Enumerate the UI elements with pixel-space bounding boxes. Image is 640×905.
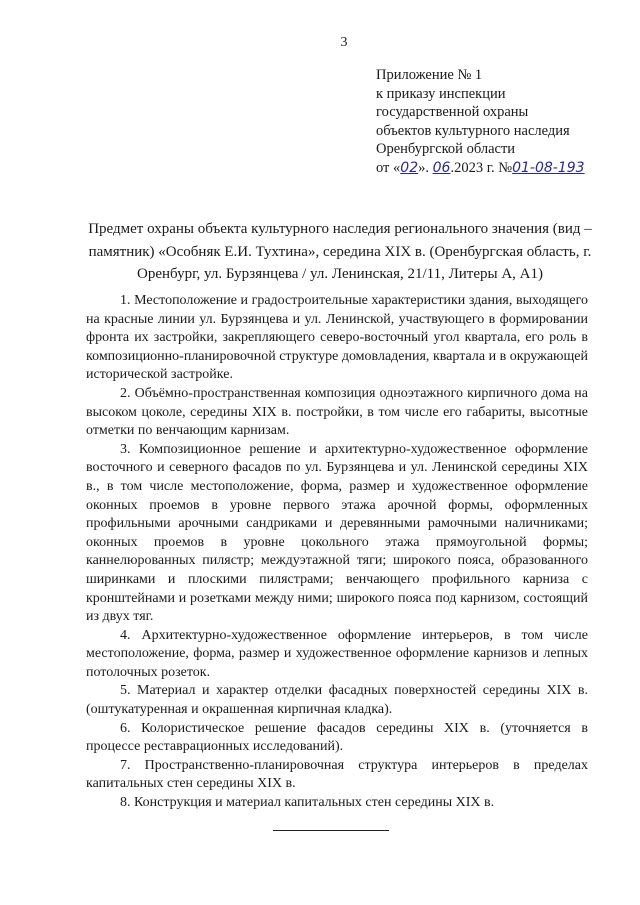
date-mid: ».	[418, 159, 433, 176]
appendix-line: Оренбургской области	[376, 141, 516, 157]
list-item: 2. Объёмно-пространственная композиция одноэтажного кирпичного дома на высоком цоколе, середины XIX в. постройки, в том числе его габариты, высотные отметки по венчающим карнизам.	[86, 385, 588, 439]
handwritten-month: 06	[432, 159, 451, 176]
date-suffix: .2023 г. №	[450, 159, 513, 176]
list-item: 4. Архитектурно-художественное оформление интерьеров, в том числе местоположение, форма, размер и художественное оформление карнизов и лепных потолочных розеток.	[86, 627, 588, 680]
date-prefix: от «	[376, 159, 401, 176]
appendix-header	[376, 66, 585, 177]
end-divider	[273, 830, 389, 831]
list-item: 1. Местоположение и градостроительные характеристики здания, выходящего на красные линии ул. Бурзянцева и ул. Ленинской, участвующего в формировании фронта их застройки, закрепляющего северо-восточный угол квартала, его роль в композиционно-планировочной структуре домовладения, квартала и в окружающей исторической застройке.	[86, 293, 588, 383]
handwritten-order-number: 01-08-193	[512, 159, 585, 176]
list-item: 8. Конструкция и материал капитальных стен середины XIX в.	[120, 795, 495, 811]
page-number: 3	[340, 35, 348, 50]
appendix-line: к приказу инспекции	[376, 85, 506, 102]
handwritten-day: 02	[400, 159, 419, 176]
protection-subject-list	[86, 292, 588, 813]
list-item: 6. Колористическое решение фасадов середины XIX в. (уточняется в процессе реставрационных исследований).	[86, 720, 588, 755]
document-title: Предмет охраны объекта культурного наследия регионального значения (вид – памятник) «Особняк Е.И. Тухтина», середина XIX в. (Оренбургская область, г. Оренбург, ул. Бурзянцева / ул. Ленинская, 21/11, Литеры А, А1)	[88, 221, 592, 282]
list-item: 5. Материал и характер отделки фасадных поверхностей середины XIX в. (оштукатуренная и окрашенная кирпичная кладка).	[86, 683, 588, 718]
list-item: 3. Композиционное решение и архитектурно-художественное оформление восточного и северного фасадов по ул. Бурзянцева и ул. Ленинской середины XIX в., в том числе местоположение, форма, размер и художественное оформление оконных проемов в уровне первого этажа арочной формы, оформленных профильными арочными сандриками и деревянными рамочными наличниками; оконных проемов в уровне цокольного этажа прямоугольной формы; каннелюрованных пилястр; междуэтажной тяги; широкого пояса, образованного ширинками и плоскими пилястрами; венчающего профильного карниза с кронштейнами и розетками между ними; широкого пояса под карнизом, состоящий из двух тяг.	[86, 441, 588, 625]
appendix-line: объектов культурного наследия	[376, 122, 570, 139]
appendix-title: Приложение № 1	[376, 67, 483, 83]
order-date-line	[376, 159, 585, 178]
list-item: 7. Пространственно-планировочная структура интерьеров в пределах капитальных стен середины XIX в.	[86, 757, 588, 792]
appendix-line: государственной охраны	[376, 104, 529, 120]
